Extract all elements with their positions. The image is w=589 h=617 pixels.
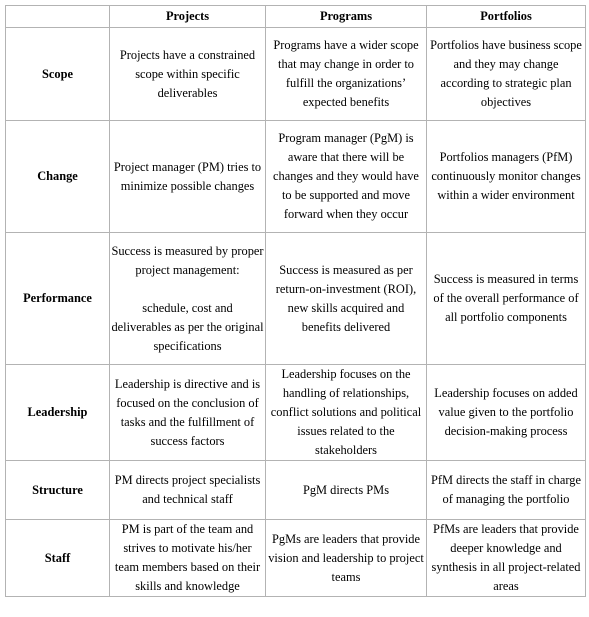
cell-programs: PgMs are leaders that provide vision and leadership to project teams	[266, 520, 427, 597]
cell-portfolios: PfM directs the staff in charge of managing the portfolio	[427, 461, 586, 520]
cell-programs: Programs have a wider scope that may change in order to fulfill the organizations’ expected benefits	[266, 28, 427, 121]
table-row	[6, 520, 586, 597]
cell-projects	[110, 233, 266, 365]
cell-projects-intro: Success is measured by proper project management:	[111, 243, 264, 277]
row-label: Leadership	[6, 365, 110, 461]
cell-spacer	[111, 280, 264, 299]
row-label: Change	[6, 121, 110, 233]
cell-programs: PgM directs PMs	[266, 461, 427, 520]
cell-projects: PM directs project specialists and technical staff	[110, 461, 266, 520]
table-row	[6, 121, 586, 233]
cell-projects: Projects have a constrained scope within specific deliverables	[110, 28, 266, 121]
table-row	[6, 365, 586, 461]
cell-portfolios: PfMs are leaders that provide deeper knowledge and synthesis in all project-related areas	[427, 520, 586, 597]
header-programs: Programs	[266, 6, 427, 28]
row-label: Performance	[6, 233, 110, 365]
header-projects: Projects	[110, 6, 266, 28]
table-row	[6, 461, 586, 520]
cell-portfolios: Success is measured in terms of the overall performance of all portfolio components	[427, 233, 586, 365]
cell-portfolios: Portfolios have business scope and they may change according to strategic plan objectives	[427, 28, 586, 121]
table-row	[6, 28, 586, 121]
comparison-table-container	[5, 5, 586, 597]
cell-programs: Program manager (PgM) is aware that there will be changes and they would have to be supported and move forward when they occur	[266, 121, 427, 233]
cell-portfolios: Portfolios managers (PfM) continuously monitor changes within a wider environment	[427, 121, 586, 233]
header-portfolios: Portfolios	[427, 6, 586, 28]
cell-projects: PM is part of the team and strives to motivate his/her team members based on their skills and knowledge	[110, 520, 266, 597]
cell-projects: Leadership is directive and is focused on the conclusion of tasks and the fulfillment of success factors	[110, 365, 266, 461]
table-row	[6, 233, 586, 365]
row-label: Structure	[6, 461, 110, 520]
cell-portfolios: Leadership focuses on added value given to the portfolio decision-making process	[427, 365, 586, 461]
cell-programs: Success is measured as per return-on-investment (ROI), new skills acquired and benefits delivered	[266, 233, 427, 365]
row-label: Scope	[6, 28, 110, 121]
comparison-table	[5, 5, 586, 597]
header-row	[6, 6, 586, 28]
row-label: Staff	[6, 520, 110, 597]
cell-projects: Project manager (PM) tries to minimize possible changes	[110, 121, 266, 233]
cell-programs: Leadership focuses on the handling of relationships, conflict solutions and political issues related to the stakeholders	[266, 365, 427, 461]
header-empty	[6, 6, 110, 28]
cell-projects-detail: schedule, cost and deliverables as per the original specifications	[111, 300, 264, 353]
